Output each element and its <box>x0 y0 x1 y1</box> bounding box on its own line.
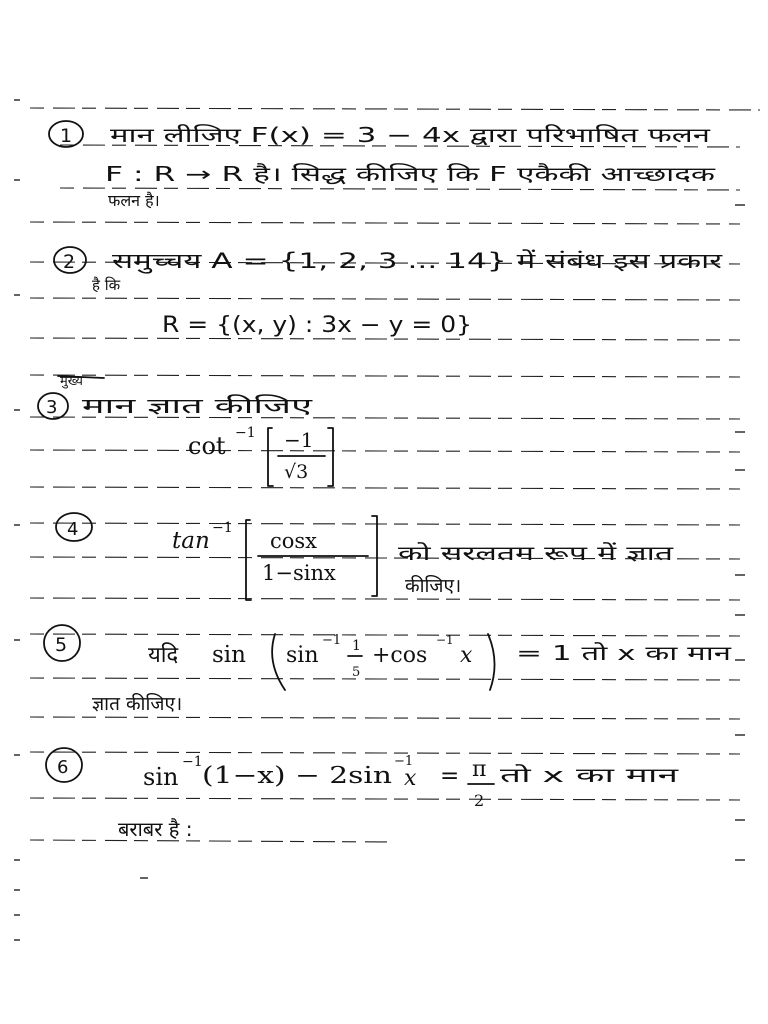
q5-inner-sup: −1 <box>322 633 342 648</box>
q6-sup-1: −1 <box>182 754 203 770</box>
q6-var: x <box>404 766 417 791</box>
q2-number: 2 <box>63 251 76 273</box>
q5-cos-sup: −1 <box>436 633 454 647</box>
q4-func: tan <box>172 528 210 554</box>
q3-denominator: √3 <box>284 461 309 483</box>
q5-inner-sin: sin <box>286 643 319 668</box>
q5-number: 5 <box>55 634 68 656</box>
q6-line-2: बराबर है : <box>118 817 193 841</box>
q1-number: 1 <box>60 125 73 147</box>
q3-right-bracket <box>328 428 333 486</box>
question-2 <box>54 247 723 338</box>
q4-denominator: 1−sinx <box>262 561 336 585</box>
right-margin-ticks <box>735 205 745 860</box>
q5-left-paren <box>272 634 285 690</box>
question-6 <box>46 748 680 841</box>
q5-frac-top: 1 <box>352 638 361 654</box>
q3-numerator: −1 <box>284 428 314 452</box>
q5-frac-bottom: 5 <box>352 665 361 680</box>
q6-number: 6 <box>57 757 69 778</box>
q4-right-bracket <box>372 516 377 596</box>
q3-above-note: मुख्य <box>60 374 83 389</box>
question-3 <box>38 374 333 486</box>
q6-two: 2 <box>474 791 485 810</box>
q2-sub: है कि <box>92 276 121 294</box>
q5-right-paren <box>488 634 495 690</box>
q1-line-3: फलन है। <box>108 191 160 210</box>
q1-line-2: F : R → R है। सिद्ध कीजिए कि F एकैकी आच्छादक <box>105 162 716 186</box>
q2-relation: R = {(x, y) : 3x − y = 0} <box>162 313 472 338</box>
q5-cos: +cos <box>372 643 428 668</box>
q4-sup: −1 <box>212 520 233 536</box>
q5-tail: = 1 तो x का मान <box>516 641 733 665</box>
q5-sin: sin <box>212 642 246 668</box>
q6-sup-2: −1 <box>394 754 414 769</box>
question-4 <box>56 513 674 600</box>
q2-line-1: समुच्चय A = {1, 2, 3 ... 14} में संबंध इस प्रकार <box>112 249 523 273</box>
q3-sup: −1 <box>235 425 256 441</box>
q1-line-1: मान लीजिए F(x) = 3 − 4x द्वारा परिभाषित फलन <box>110 123 712 147</box>
q4-numerator: cosx <box>270 529 318 553</box>
q4-left-bracket <box>246 520 251 600</box>
q4-text-1: को सरलतम रूप में ज्ञात <box>398 541 674 565</box>
q4-text-2: कीजिए। <box>405 575 462 597</box>
q3-text: मान ज्ञात कीजिए <box>82 394 313 418</box>
q5-prefix: यदि <box>148 643 179 668</box>
question-1 <box>49 121 716 210</box>
q3-number: 3 <box>46 397 58 418</box>
q5-var: x <box>460 643 473 668</box>
q3-func: cot <box>188 432 226 460</box>
question-5 <box>44 625 732 715</box>
q6-eq: = <box>440 763 460 789</box>
q5-line-2: ज्ञात कीजिए। <box>92 693 183 715</box>
q6-tail: तो x का मान <box>500 763 680 787</box>
margin-ticks <box>14 100 148 940</box>
q6-sin: sin <box>143 763 179 791</box>
ruled-lines <box>30 108 760 842</box>
q4-number: 4 <box>67 519 79 540</box>
q6-pi: π <box>472 757 487 782</box>
q6-paren: (1−x) − 2sin <box>202 763 393 789</box>
q3-left-bracket <box>268 428 273 486</box>
